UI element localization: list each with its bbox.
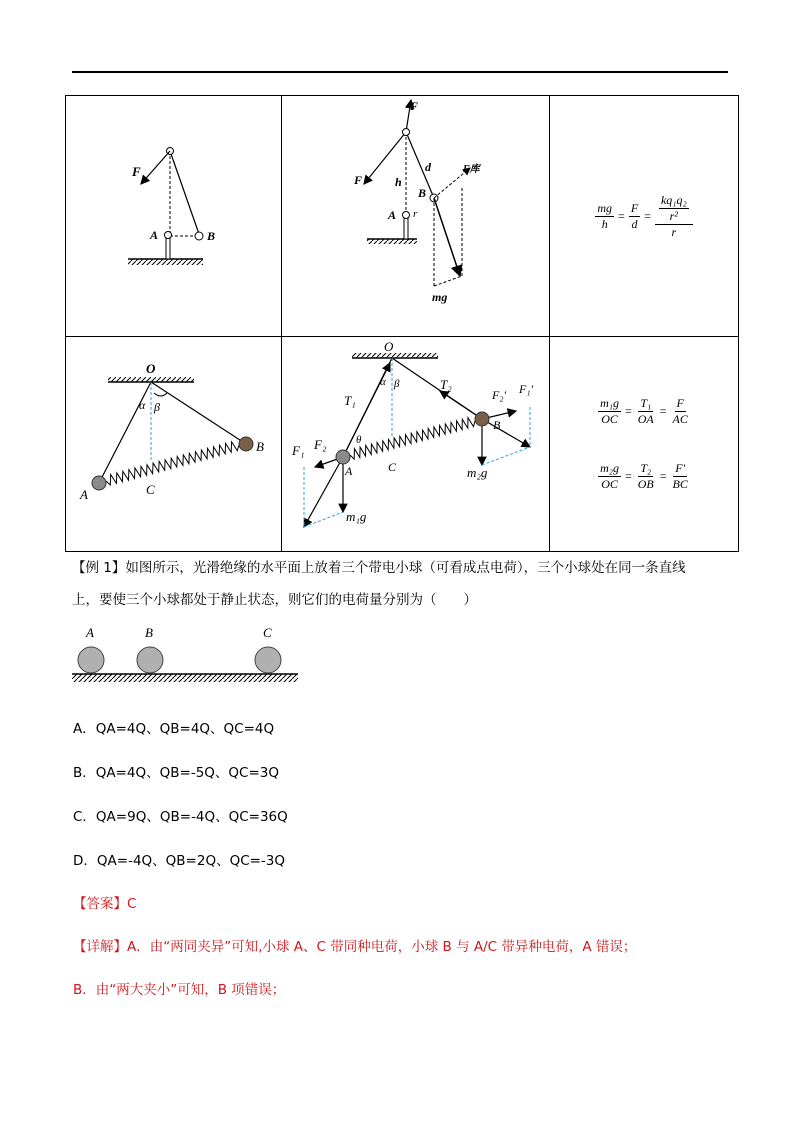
header-rule [72,71,728,73]
f1-a-num: mg [597,200,613,215]
label-F2: F₂ [314,437,327,452]
label-beta: β [394,378,400,390]
label-B: B [493,418,501,432]
label-O: O [384,339,394,354]
label-B: B [256,439,264,454]
f2-a-num: m₁g [600,396,619,410]
label-r: r [413,208,418,220]
f1-b-num: F [630,200,639,215]
formula-2: $\frac{\text{m₁g}}{OC}$ = $\frac{\text{T₁}}{OA}$ = $\frac{F}{AC}$ [600,396,688,426]
ball-label-A: A [86,625,94,640]
f1-a-den: h [601,216,608,231]
label-beta: β [154,400,160,414]
label-T1: T₁ [344,393,356,408]
label-F2p: F₂′ [492,388,507,402]
label-O: O [146,361,156,376]
ball-label-C: C [263,625,272,640]
label-F-top: F [410,99,419,113]
label-F1p: F₁′ [519,382,534,396]
diagram-spring-balls [66,337,282,552]
formula-cell-2 [550,337,739,552]
label-theta: θ [356,434,362,446]
label-m1g: m₁g [346,509,367,524]
label-F-ku: F库 [463,164,480,175]
diagram-three-balls [72,624,302,688]
option-a[interactable]: A．QA=4Q、QB=4Q、QC=4Q [73,721,275,737]
label-B: B [207,229,216,243]
label-F1: F₁ [292,443,305,458]
label-F: F [132,164,141,179]
explanation-line-1: 【详解】A．由“两同夹异”可知,小球 A、C 带同种电荷，小球 B 与 A/C 带异种电荷，A 错误； [73,939,637,955]
f3-a-den: OC [601,477,618,491]
formula-1: $\frac{mg}{h}$ = $\frac{F}{d}$ = kq₁q₂ r² r [550,193,738,240]
label-F-left: F [354,173,363,187]
label-A: A [388,208,397,222]
diagram-pendulum [66,96,282,337]
formula-cell-1 [550,96,739,337]
option-d[interactable]: D．QA=-4Q、QB=2Q、QC=-3Q [73,853,286,869]
f3-a-num: m₂g [600,461,619,475]
f3-c-den: BC [672,477,688,491]
label-A: A [345,464,353,478]
label-C: C [388,460,397,474]
label-B: B [418,186,427,200]
explanation-line-2: B．由“两大夹小”可知，B 项错误； [73,982,286,998]
diagram-spring-forces [282,337,550,552]
label-h: h [395,175,402,189]
label-C: C [146,482,155,497]
f3-b-den: OB [637,477,654,491]
label-A: A [80,487,88,502]
f1-c-den: r [671,224,677,239]
f3-c-num: F′ [675,461,686,475]
f3-b-num: T₂ [640,461,652,475]
f1-b-den: d [631,216,638,231]
option-b[interactable]: B．QA=4Q、QB=-5Q、QC=3Q [73,765,280,781]
label-A: A [150,228,159,242]
label-mg: mg [432,290,448,304]
figure-table [65,95,739,552]
label-d: d [425,160,431,174]
f2-b-num: T₁ [640,396,652,410]
question-line-1: 【例 1】如图所示，光滑绝缘的水平面上放着三个带电小球（可看成点电荷），三个小球处在同一条直线 [72,560,686,576]
f2-c-den: AC [672,412,688,426]
f2-a-den: OC [601,412,618,426]
answer: 【答案】C [73,896,137,912]
label-alpha: α [139,398,146,412]
formula-3: $\frac{\text{m₂g}}{OC}$ = $\frac{\text{T₂}}{OB}$ = $\frac{F'}{BC}$ [600,461,688,491]
ball-label-B: B [145,625,153,640]
f2-c-num: F [676,396,684,410]
question-line-2: 上，要使三个小球都处于静止状态，则它们的电荷量分别为（ ） [72,592,477,608]
f2-b-den: OA [637,412,654,426]
label-T2: T₂ [440,377,452,392]
f1-c-num-bottom: r² [669,208,678,223]
f1-c-num-top: kq₁q₂ [660,192,687,207]
option-c[interactable]: C．QA=9Q、QB=-4Q、QC=36Q [73,809,288,825]
label-alpha: α [380,376,386,388]
label-m2g: m₂g [467,465,488,480]
diagram-force-triangle [282,96,550,337]
